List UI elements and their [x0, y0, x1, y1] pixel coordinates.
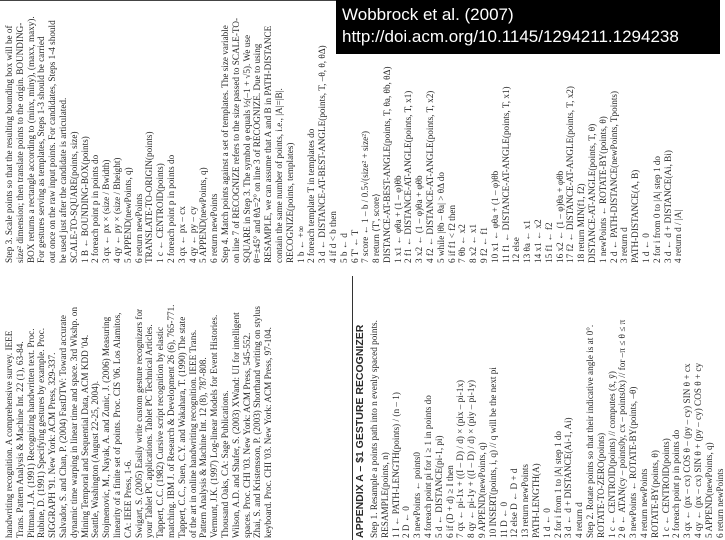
code-line: 4 foreach point pi for i ≥ 1 in points do — [422, 395, 433, 538]
appendix-heading: APPENDIX A – $1 GESTURE RECOGNIZER — [354, 324, 366, 538]
code-line: 2 d ← PATH-DISTANCE(newPoints, Tpoints) — [608, 90, 619, 263]
reference-line: Zhai, S. and Kristensson, P. (2003) Shorthand writing on stylus — [252, 306, 263, 538]
code-line: 15 f1 ← f2 — [543, 222, 554, 263]
code-line: 1 B ← BOUNDING-BOX(points) — [79, 136, 90, 263]
code-line: 2 foreach point p in points do — [671, 429, 682, 538]
code-line: 18 return MIN(f1, f2) — [576, 183, 587, 263]
code-line: DISTANCE-AT-ANGLE(points, T, θ) — [587, 123, 598, 263]
code-line: 7 qx ← pi-1x + ((I – D) / d) × (pix – pi-1x) — [455, 379, 466, 538]
code-line: 13 θa ← x1 — [522, 220, 533, 263]
pseudocode-block — [369, 274, 725, 538]
code-line: 7 θb ← x2 — [457, 224, 468, 263]
code-line: 4 f2 ← DISTANCE-AT-ANGLE(points, T, x2) — [425, 90, 436, 263]
reference-line: Swigart, S. (2005) Easily write custom gesture recognizers for — [133, 308, 144, 538]
code-line: 1 newPoints ← ROTATE-BY(points, θ) — [597, 116, 608, 263]
code-line: 1 d ← 0 — [641, 233, 652, 263]
code-line: 3 qx ← (px – cx) COS θ – (py – cy) SIN θ + cx — [682, 363, 693, 538]
code-line: 4 qy ← py × (size / Bheight) — [111, 157, 122, 263]
code-line: 8 x2 ← x1 — [468, 223, 479, 263]
code-line: SCALE-TO-SQUARE(points, size) — [68, 131, 79, 263]
code-line: 3 return d — [619, 227, 630, 263]
code-line: size² dimension; then translate points to the origin. BOUNDING- — [14, 22, 25, 263]
code-line: out once on the raw input points. For candidates, Steps 1-4 should — [47, 20, 58, 263]
code-line: RECOGNIZE(points, templates) — [284, 142, 295, 263]
code-line: 3 d ← d + DISTANCE(Ai, Bi) — [662, 150, 673, 263]
reference-line: Wilson, A.D. and Shafer, S. (2003) XWand: UI for intelligent — [230, 312, 241, 538]
code-line: 5 APPEND(newPoints, q) — [198, 167, 209, 263]
code-line: 3 newPoints ← ROTATE-BY(points, –θ) — [628, 386, 639, 538]
reference-line: dynamic time warping in linear time and space. 3rd Wkshp. on — [68, 307, 79, 538]
left-column — [0, 272, 725, 540]
reference-line: handwriting recognition. A comprehensive survey. IEEE — [4, 330, 14, 538]
code-line: 1 x1 ← φθa + (1 – φ)θb — [392, 175, 403, 263]
code-line: θ=±45° and θΔ=2° on line 3 of RECOGNIZE. Due to using — [252, 43, 263, 263]
code-line: 4 qy ← (px – cx) SIN θ + (py – cy) COS θ + cy — [692, 362, 703, 538]
code-line: 1 c ← CENTROID(points) // computes (x̄, ȳ) — [606, 371, 617, 538]
reference-line: Mining Temporal and Sequential Data, ACM KDD '04. — [79, 334, 90, 538]
code-line: 5 b ← d — [338, 233, 349, 263]
reference-line: spaces. Proc. CHI '03. New York: ACM Press, 545-552. — [241, 332, 252, 538]
code-line: 4 if d < b then — [327, 211, 338, 263]
code-line: Step 2. Rotate points so that their indicative angle is at 0°. — [584, 324, 595, 538]
code-line: 3 qx ← px × (size / Bwidth) — [101, 159, 112, 263]
code-line: BOX returns a rectangle according to (minx, miny), (maxx, maxy). — [25, 16, 36, 263]
reference-line: your Tablet PC applications. Tablet PC Technical Articles. — [144, 324, 155, 538]
code-line: 5 APPEND(newPoints, q) — [122, 167, 133, 263]
doi-link[interactable]: http://doi.acm.org/10.1145/1294211.1294238 — [342, 27, 679, 46]
reference-line: SIGGRAPH '91. New York: ACM Press, 329-337. — [47, 352, 58, 538]
code-line: 6 return newPoints — [133, 193, 144, 263]
references-list — [4, 274, 349, 538]
citation-text: Wobbrock et al. (2007) — [342, 5, 514, 24]
code-line: 9 APPEND(newPoints, q) — [476, 442, 487, 538]
section-rule — [352, 276, 353, 540]
code-line: 8 qy ← pi-1y + ((I – D) / d) × (piy – pi-1y) — [466, 379, 477, 538]
reference-line: CA: IEEE Press, 1-6. — [122, 459, 133, 538]
code-line: 3 d ← d + DISTANCE(Ai-1, Ai) — [563, 417, 574, 538]
code-line: 5 while |θb – θa| > θΔ do — [435, 172, 446, 263]
reference-line: Tappert, C.C., Suen, C.Y. and Wakahara, T. (1990) The state — [176, 316, 187, 538]
code-line: 4 return d / |A| — [673, 209, 684, 263]
code-line: 11 D ← 0 — [498, 501, 509, 538]
code-line: contain the same number of points, i.e., |A|=|B|. — [273, 88, 284, 263]
code-line: Step 1. Resample a points path into n evenly spaced points. — [369, 320, 379, 538]
reference-line: Thousand Oaks, CA: Sage Publications. — [219, 390, 230, 538]
code-line: 6 return newPoints — [209, 193, 220, 263]
reference-line: of the art in online handwriting recognition. IEEE Trans. — [187, 329, 198, 538]
reference-line: Stojmenovic, M., Nayak, A. and Zunic, J. (2006) Measuring — [101, 316, 112, 538]
code-line: RESAMPLE(points, n) — [379, 452, 390, 538]
code-line: 5 APPEND(newPoints, q) — [703, 442, 714, 538]
code-line: 11 f1 ← DISTANCE-AT-ANGLE(points, T, x1) — [500, 86, 511, 263]
code-line: 8 return ⟨T', score⟩ — [371, 193, 382, 263]
code-line: ROTATE-TO-ZERO(points) — [595, 432, 606, 538]
reference-line: linearity of a finite set of points. Proc. CIS '06. Los Alamitos, — [111, 312, 122, 538]
code-line: 4 return newPoints — [638, 468, 649, 538]
reference-line: matching. IBM J. of Research & Development 26 (6), 765-771. — [165, 304, 176, 538]
code-line: 4 return d — [574, 502, 585, 538]
code-line: ROTATE-BY(points, θ) — [649, 450, 660, 538]
code-line: be used just after the candidate is articulated. — [57, 97, 68, 263]
code-line: 3 newPoints ← points0 — [412, 451, 423, 538]
code-line: 10 INSERT(points, i, q) // q will be the next pi — [487, 367, 498, 538]
code-line: Step 4. Match points against a set of templates. The size variable — [219, 25, 230, 263]
code-line: 7 score ← 1 – b / 0.5√(size² + size²) — [360, 130, 371, 263]
code-line: 6 T' ← T — [349, 229, 360, 263]
code-line: SQUARE in Step 3. The symbol φ equals ½(–1 + √5). We use — [241, 34, 252, 263]
code-line: 9 f2 ← f1 — [479, 227, 490, 263]
code-line: 2 for i from 1 to |A| step 1 do — [552, 430, 563, 538]
code-line: 4 qy ← py – cy — [187, 206, 198, 263]
citation-caption — [336, 0, 720, 54]
code-line: PATH-LENGTH(A) — [530, 463, 541, 538]
code-line: 3 d ← DISTANCE-AT-BEST-ANGLE(points, T, –θ, θ, θΔ) — [317, 45, 328, 263]
reference-line: Vermunt, J.K. (1997) Log-linear Models for Event Histories. — [209, 314, 220, 538]
code-line: 3 x2 ← (1 – φ)θa + φθb — [414, 175, 425, 263]
code-line: 2 D ← 0 — [401, 506, 412, 538]
code-line: 2 θ ← ATAN(cy – points0y, cx – points0x) // for –π ≤ θ ≤ π — [617, 319, 628, 538]
code-line: 6 return newPoints — [714, 468, 725, 538]
code-line: 2 for i from 0 to |A| step 1 do — [651, 155, 662, 263]
reference-line: Salvador, S. and Chan, P. (2004) FastDTW: Toward accurate — [57, 314, 68, 538]
code-line: 2 foreach point p in points do — [90, 154, 101, 263]
code-line: 12 else — [511, 237, 522, 263]
code-line: 1 c ← CENTROID(points) — [155, 163, 166, 263]
code-line: 12 else D ← D + d — [509, 468, 520, 538]
code-line: 1 I ← PATH-LENGTH(points) / (n – 1) — [390, 392, 401, 538]
code-line: 6 if f1 < f2 then — [446, 205, 457, 263]
reference-line: Pattern Analysis & Machine Int. 12 (8), 787-808. — [198, 357, 209, 538]
code-line: Step 3. Scale points so that the resulting bounding box will be of — [4, 25, 14, 263]
code-line: 17 f2 ← DISTANCE-AT-ANGLE(points, T, x2) — [565, 86, 576, 263]
reference-line: Rubine, D. (1991) Specifying gestures by example. Proc. — [36, 328, 47, 538]
code-line: on line 7 of RECOGNIZE refers to the size passed to SCALE-TO- — [230, 17, 241, 263]
reference-line: Tappert, C.C. (1982) Cursive script recognition by elastic — [155, 326, 166, 538]
reference-line: Trans. Pattern Analysis & Machine Int. 22 (1), 63-84. — [14, 341, 25, 538]
code-line: 6 if (D + d) ≥ I then — [444, 465, 455, 538]
code-line: 2 foreach point p in points do — [165, 154, 176, 263]
code-line: RESAMPLE, we can assume that A and B in PATH-DISTANCE — [263, 25, 274, 263]
code-line: 5 d ← DISTANCE(pi-1, pi) — [433, 435, 444, 538]
code-line: 2 foreach template T in templates do — [306, 128, 317, 263]
code-line: 14 x1 ← x2 — [533, 219, 544, 263]
reference-line: Seattle, Washington (August 22-25, 2004). — [90, 380, 101, 538]
code-line: PATH-DISTANCE(A, B) — [630, 169, 641, 263]
code-line: 16 x2 ← (1 – φ)θa + φθb — [554, 170, 565, 263]
reference-line: Pittman, J.A. (1991) Recognizing handwritten text. Proc. — [25, 328, 36, 538]
code-line: 10 x1 ← φθa + (1 – φ)θb — [489, 170, 500, 263]
code-line: 1 c ← CENTROID(points) — [660, 438, 671, 538]
code-line: 1 d ← 0 — [541, 508, 552, 538]
code-line: 3 qx ← px – cx — [176, 206, 187, 263]
code-line: TRANSLATE-TO-ORIGIN(points) — [144, 131, 155, 263]
code-line: DISTANCE-AT-BEST-ANGLE(points, T, θa, θb, θΔ) — [381, 66, 392, 263]
code-line: 13 return newPoints — [520, 463, 531, 538]
code-line: 1 b ← +∞ — [295, 226, 306, 263]
code-line: 2 f1 ← DISTANCE-AT-ANGLE(points, T, x1) — [403, 90, 414, 263]
code-line: For gestures serving as templates, Steps 1-3 should be carried — [36, 36, 47, 263]
reference-line: keyboard. Proc. CHI '03. New York: ACM Press, 97-104. — [263, 327, 274, 538]
